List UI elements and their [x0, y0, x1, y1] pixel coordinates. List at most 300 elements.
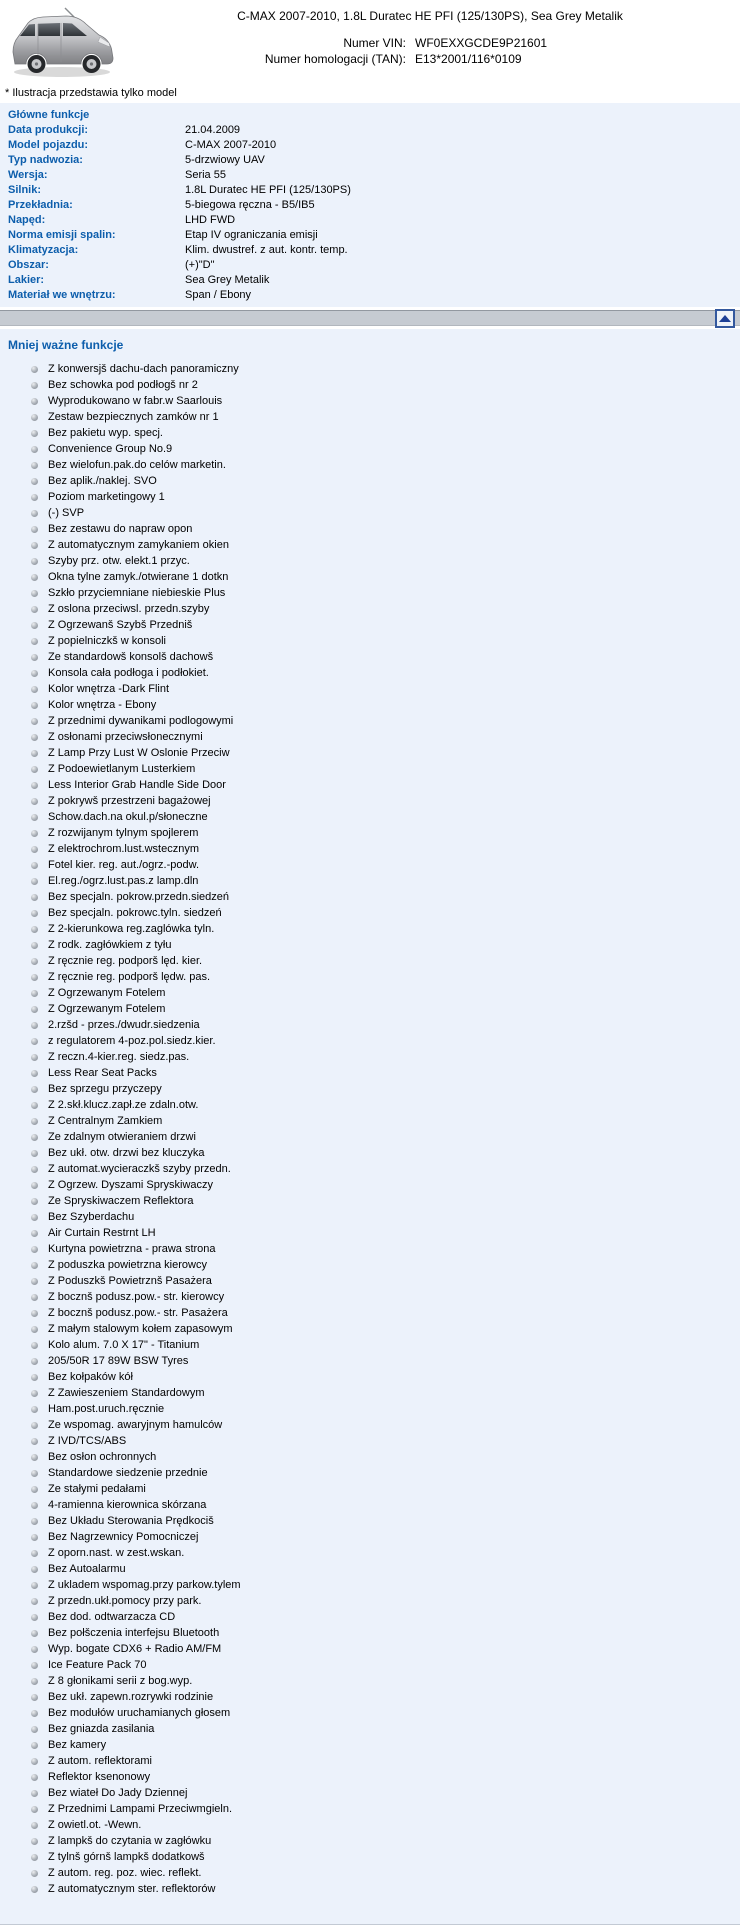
list-item-label: Kolor wnętrza -Dark Flint	[48, 683, 170, 695]
list-item-label: Ze standardowš konsolš dachowš	[48, 651, 214, 663]
bullet-icon	[31, 878, 38, 885]
list-item-label: Bez kołpaków kół	[48, 1371, 133, 1383]
list-item-label: Z Zawieszeniem Standardowym	[48, 1387, 205, 1399]
list-item	[0, 1465, 740, 1481]
table-row	[8, 183, 351, 198]
list-item	[0, 1193, 740, 1209]
list-item	[0, 905, 740, 921]
list-item	[0, 1545, 740, 1561]
list-item	[0, 745, 740, 761]
feature-value: 5-biegowa ręczna - B5/IB5	[185, 199, 315, 211]
main-features-title: Główne funkcje	[8, 109, 90, 121]
list-item-label: Z bocznš podusz.pow.- str. kierowcy	[48, 1291, 225, 1303]
list-item	[0, 761, 740, 777]
list-item	[0, 1321, 740, 1337]
list-item-label: Reflektor ksenonowy	[48, 1771, 151, 1783]
list-item	[0, 1849, 740, 1865]
minor-features-list	[0, 361, 740, 1897]
bullet-icon	[31, 1678, 38, 1685]
list-item-label: Bez schowka pod podłogš nr 2	[48, 379, 198, 391]
list-item	[0, 1625, 740, 1641]
list-item	[0, 1641, 740, 1657]
feature-label: Silnik:	[8, 184, 42, 196]
list-item-label: Konsola cała podłoga i podłokiet.	[48, 667, 209, 679]
feature-label: Model pojazdu:	[8, 139, 89, 151]
feature-value: Klim. dwustref. z aut. kontr. temp.	[185, 244, 348, 256]
feature-value: 1.8L Duratec HE PFI (125/130PS)	[185, 184, 351, 196]
list-item-label: (-) SVP	[48, 507, 85, 519]
bullet-icon	[31, 1662, 38, 1669]
bullet-icon	[31, 926, 38, 933]
table-row	[8, 198, 351, 213]
list-item	[0, 553, 740, 569]
list-item-label: Less Interior Grab Handle Side Door	[48, 779, 226, 791]
feature-label: Data produkcji:	[8, 124, 89, 136]
feature-value: Span / Ebony	[185, 289, 252, 301]
page-title: C-MAX 2007-2010, 1.8L Duratec HE PFI (125/130PS), Sea Grey Metalik	[237, 9, 623, 23]
list-item	[0, 1161, 740, 1177]
feature-value: C-MAX 2007-2010	[185, 139, 277, 151]
list-item	[0, 1209, 740, 1225]
list-item-label: Bez ukł. otw. drzwi bez kluczyka	[48, 1147, 205, 1159]
list-item	[0, 1241, 740, 1257]
list-item	[0, 489, 740, 505]
list-item	[0, 793, 740, 809]
list-item-label: Z Ogrzewanš Szybš Przedniš	[48, 619, 193, 631]
bullet-icon	[31, 974, 38, 981]
list-item-label: Z konwersjš dachu-dach panoramiczny	[48, 363, 239, 375]
list-item	[0, 1305, 740, 1321]
feature-value: Etap IV ograniczania emisji	[185, 229, 318, 241]
main-features-table	[8, 123, 351, 303]
minor-features-panel	[0, 329, 740, 1925]
image-disclaimer: * Ilustracja przedstawia tylko model	[5, 87, 177, 99]
list-item-label: Bez dod. odtwarzacza CD	[48, 1611, 176, 1623]
list-item	[0, 569, 740, 585]
tan-value: E13*2001/116*0109	[415, 52, 522, 66]
table-row	[8, 228, 351, 243]
bullet-icon	[31, 1454, 38, 1461]
bullet-icon	[31, 1134, 38, 1141]
list-item	[0, 1257, 740, 1273]
bullet-icon	[31, 1070, 38, 1077]
bullet-icon	[31, 846, 38, 853]
list-item	[0, 1401, 740, 1417]
list-item	[0, 1001, 740, 1017]
list-item-label: Z ręcznie reg. podporš lęd. kier.	[48, 955, 203, 967]
bullet-icon	[31, 1742, 38, 1749]
list-item	[0, 1529, 740, 1545]
bullet-icon	[31, 1262, 38, 1269]
list-item-label: El.reg./ogrz.lust.pas.z lamp.dln	[48, 875, 199, 887]
feature-value: LHD FWD	[185, 214, 236, 226]
bullet-icon	[31, 1518, 38, 1525]
list-item-label: Z automat.wycieraczkš szyby przedn.	[48, 1163, 231, 1175]
list-item-label: Z 2.skł.klucz.zapł.ze zdaln.otw.	[48, 1099, 199, 1111]
list-item	[0, 521, 740, 537]
list-item-label: Okna tylne zamyk./otwierane 1 dotkn	[48, 571, 229, 583]
vehicle-header	[0, 0, 740, 103]
bullet-icon	[31, 1710, 38, 1717]
bullet-icon	[31, 718, 38, 725]
section-divider-bar	[0, 310, 740, 326]
bullet-icon	[31, 462, 38, 469]
bullet-icon	[31, 1166, 38, 1173]
bullet-icon	[31, 766, 38, 773]
list-item-label: Ze stałymi pedałami	[48, 1483, 146, 1495]
bullet-icon	[31, 942, 38, 949]
list-item	[0, 697, 740, 713]
bullet-icon	[31, 542, 38, 549]
main-features-panel	[0, 103, 740, 307]
list-item	[0, 1065, 740, 1081]
list-item-label: Bez Układu Sterowania Prędkociš	[48, 1515, 214, 1527]
list-item	[0, 1609, 740, 1625]
bullet-icon	[31, 1150, 38, 1157]
bullet-icon	[31, 1374, 38, 1381]
list-item-label: Z lampkš do czytania w zagłówku	[48, 1835, 212, 1847]
list-item-label: Bez wiateł Do Jady Dziennej	[48, 1787, 188, 1799]
list-item	[0, 1433, 740, 1449]
list-item	[0, 1081, 740, 1097]
table-row	[8, 138, 351, 153]
list-item	[0, 1289, 740, 1305]
bullet-icon	[31, 1422, 38, 1429]
table-row	[8, 243, 351, 258]
list-item-label: Z Centralnym Zamkiem	[48, 1115, 163, 1127]
list-item	[0, 1753, 740, 1769]
list-item	[0, 1705, 740, 1721]
list-item-label: Z przednimi dywanikami podlogowymi	[48, 715, 234, 727]
list-item-label: Z elektrochrom.lust.wstecznym	[48, 843, 199, 855]
list-item-label: Z 2-kierunkowa reg.zaglówka tyln.	[48, 923, 215, 935]
list-item-label: Z reczn.4-kier.reg. siedz.pas.	[48, 1051, 190, 1063]
list-item	[0, 1385, 740, 1401]
list-item-label: Z automatycznym ster. reflektorów	[48, 1883, 216, 1895]
list-item	[0, 681, 740, 697]
list-item	[0, 857, 740, 873]
list-item-label: Bez modułów uruchamianych głosem	[48, 1707, 231, 1719]
feature-label: Przekładnia:	[8, 199, 73, 211]
list-item-label: Bez sprzegu przyczepy	[48, 1083, 162, 1095]
bullet-icon	[31, 1214, 38, 1221]
collapse-section-button[interactable]	[715, 309, 735, 328]
list-item	[0, 441, 740, 457]
list-item-label: Z oslona przeciwsl. przedn.szyby	[48, 603, 210, 615]
list-item	[0, 1177, 740, 1193]
list-item	[0, 505, 740, 521]
list-item	[0, 985, 740, 1001]
bullet-icon	[31, 1582, 38, 1589]
list-item	[0, 617, 740, 633]
list-item-label: 205/50R 17 89W BSW Tyres	[48, 1355, 189, 1367]
list-item	[0, 1881, 740, 1897]
bullet-icon	[31, 1022, 38, 1029]
feature-label: Typ nadwozia:	[8, 154, 83, 166]
bullet-icon	[31, 1118, 38, 1125]
list-item	[0, 1129, 740, 1145]
list-item-label: Ze Spryskiwaczem Reflektora	[48, 1195, 194, 1207]
bullet-icon	[31, 1406, 38, 1413]
bullet-icon	[31, 1294, 38, 1301]
list-item	[0, 601, 740, 617]
list-item-label: Bez zestawu do napraw opon	[48, 523, 193, 535]
list-item	[0, 1481, 740, 1497]
list-item-label: Z Lamp Przy Lust W Oslonie Przeciw	[48, 747, 230, 759]
list-item-label: Z 8 głonikami serii z bog.wyp.	[48, 1675, 193, 1687]
feature-value: (+)"D"	[185, 259, 215, 271]
list-item-label: Convenience Group No.9	[48, 443, 173, 455]
bullet-icon	[31, 910, 38, 917]
list-item-label: Less Rear Seat Packs	[48, 1067, 157, 1079]
list-item	[0, 1689, 740, 1705]
bullet-icon	[31, 1278, 38, 1285]
list-item	[0, 377, 740, 393]
bullet-icon	[31, 798, 38, 805]
list-item	[0, 1113, 740, 1129]
bullet-icon	[31, 686, 38, 693]
list-item-label: Standardowe siedzenie przednie	[48, 1467, 208, 1479]
list-item-label: Bez gniazda zasilania	[48, 1723, 155, 1735]
list-item-label: Z oporn.nast. w zest.wskan.	[48, 1547, 185, 1559]
bullet-icon	[31, 1310, 38, 1317]
list-item-label: Z automatycznym zamykaniem okien	[48, 539, 229, 551]
list-item	[0, 1865, 740, 1881]
list-item	[0, 1737, 740, 1753]
list-item	[0, 1769, 740, 1785]
bullet-icon	[31, 1854, 38, 1861]
bullet-icon	[31, 1342, 38, 1349]
list-item	[0, 1337, 740, 1353]
list-item-label: Bez Autoalarmu	[48, 1563, 126, 1575]
list-item-label: Ham.post.uruch.ręcznie	[48, 1403, 165, 1415]
list-item-label: Kolo alum. 7.0 X 17" - Titanium	[48, 1339, 200, 1351]
list-item	[0, 1497, 740, 1513]
list-item-label: Bez ukł. zapewn.rozrywki rodzinie	[48, 1691, 214, 1703]
list-item	[0, 1673, 740, 1689]
minor-features-title: Mniej ważne funkcje	[8, 338, 124, 352]
list-item-label: Z Ogrzew. Dyszami Spryskiwaczy	[48, 1179, 214, 1191]
bullet-icon	[31, 1838, 38, 1845]
list-item-label: Ze zdalnym otwieraniem drzwi	[48, 1131, 196, 1143]
bullet-icon	[31, 478, 38, 485]
list-item-label: Z owietl.ot. -Wewn.	[48, 1819, 142, 1831]
bullet-icon	[31, 1246, 38, 1253]
car-side-window	[38, 23, 60, 36]
bullet-icon	[31, 1326, 38, 1333]
bullet-icon	[31, 622, 38, 629]
list-item-label: Bez aplik./naklej. SVO	[48, 475, 157, 487]
list-item	[0, 1817, 740, 1833]
list-item-label: Bez specjaln. pokrow.przedn.siedzeń	[48, 891, 229, 903]
bullet-icon	[31, 414, 38, 421]
bullet-icon	[31, 1614, 38, 1621]
list-item	[0, 633, 740, 649]
bullet-icon	[31, 366, 38, 373]
list-item	[0, 1353, 740, 1369]
bullet-icon	[31, 654, 38, 661]
bullet-icon	[31, 894, 38, 901]
bullet-icon	[31, 430, 38, 437]
list-item-label: Zestaw bezpiecznych zamków nr 1	[48, 411, 219, 423]
bullet-icon	[31, 446, 38, 453]
list-item-label: 4-ramienna kierownica skórzana	[48, 1499, 207, 1511]
bullet-icon	[31, 638, 38, 645]
bullet-icon	[31, 1646, 38, 1653]
list-item-label: Z rozwijanym tylnym spojlerem	[48, 827, 199, 839]
feature-label: Wersja:	[8, 169, 48, 181]
bullet-icon	[31, 1198, 38, 1205]
list-item	[0, 361, 740, 377]
bullet-icon	[31, 1438, 38, 1445]
car-photo	[8, 6, 116, 82]
feature-label: Napęd:	[8, 214, 46, 226]
list-item-label: Z bocznš podusz.pow.- str. Pasażera	[48, 1307, 228, 1319]
bullet-icon	[31, 1486, 38, 1493]
bullet-icon	[31, 510, 38, 517]
list-item	[0, 585, 740, 601]
bullet-icon	[31, 1598, 38, 1605]
list-item	[0, 937, 740, 953]
list-item-label: Z Przednimi Lampami Przeciwmgieln.	[48, 1803, 232, 1815]
list-item-label: Fotel kier. reg. aut./ogrz.-podw.	[48, 859, 200, 871]
list-item	[0, 1513, 740, 1529]
list-item	[0, 889, 740, 905]
bullet-icon	[31, 734, 38, 741]
vehicle-id-table	[120, 36, 740, 68]
bullet-icon	[31, 1550, 38, 1557]
list-item	[0, 393, 740, 409]
list-item	[0, 409, 740, 425]
list-item-label: Bez Szyberdachu	[48, 1211, 135, 1223]
bullet-icon	[31, 1790, 38, 1797]
bullet-icon	[31, 670, 38, 677]
list-item-label: Z małym stalowym kołem zapasowym	[48, 1323, 233, 1335]
list-item	[0, 1097, 740, 1113]
list-item	[0, 473, 740, 489]
bullet-icon	[31, 862, 38, 869]
bullet-icon	[31, 398, 38, 405]
bullet-icon	[31, 1502, 38, 1509]
feature-label: Obszar:	[8, 259, 49, 271]
list-item	[0, 713, 740, 729]
bullet-icon	[31, 1038, 38, 1045]
list-item-label: Schow.dach.na okul.p/słoneczne	[48, 811, 208, 823]
list-item-label: Z ukladem wspomag.przy parkow.tylem	[48, 1579, 241, 1591]
feature-value: 5-drzwiowy UAV	[185, 154, 265, 166]
feature-label: Norma emisji spalin:	[8, 229, 116, 241]
feature-label: Lakier:	[8, 274, 45, 286]
list-item-label: Z IVD/TCS/ABS	[48, 1435, 127, 1447]
bullet-icon	[31, 1726, 38, 1733]
list-item-label: Ze wspomag. awaryjnym hamulców	[48, 1419, 223, 1431]
bullet-icon	[31, 702, 38, 709]
list-item-label: Wyprodukowano w fabr.w Saarlouis	[48, 395, 223, 407]
list-item-label: Z popielniczkš w konsoli	[48, 635, 166, 647]
bullet-icon	[31, 526, 38, 533]
feature-value: 21.04.2009	[185, 124, 241, 136]
list-item	[0, 1273, 740, 1289]
feature-label: Klimatyzacja:	[8, 244, 79, 256]
list-item-label: Bez wielofun.pak.do celów marketin.	[48, 459, 226, 471]
list-item	[0, 425, 740, 441]
list-item	[0, 1369, 740, 1385]
list-item	[0, 1449, 740, 1465]
bullet-icon	[31, 1102, 38, 1109]
list-item-label: Z ręcznie reg. podporš lędw. pas.	[48, 971, 211, 983]
list-item-label: Bez połšczenia interfejsu Bluetooth	[48, 1627, 220, 1639]
bullet-icon	[31, 1054, 38, 1061]
table-row	[8, 273, 351, 288]
bullet-icon	[31, 782, 38, 789]
list-item	[0, 665, 740, 681]
bullet-icon	[31, 1806, 38, 1813]
bullet-icon	[31, 494, 38, 501]
list-item	[0, 841, 740, 857]
list-item	[0, 537, 740, 553]
list-item-label: Z Ogrzewanym Fotelem	[48, 1003, 166, 1015]
bullet-icon	[31, 990, 38, 997]
bullet-icon	[31, 830, 38, 837]
feature-value: Sea Grey Metalik	[185, 274, 270, 286]
list-item-label: Z autom. reg. poz. wiec. reflekt.	[48, 1867, 202, 1879]
list-item-label: Z poduszka powietrzna kierowcy	[48, 1259, 207, 1271]
list-item-label: Poziom marketingowy 1	[48, 491, 165, 503]
vin-label: Numer VIN:	[343, 36, 406, 50]
list-item	[0, 1577, 740, 1593]
list-item-label: z regulatorem 4-poz.pol.siedz.kier.	[48, 1035, 216, 1047]
bullet-icon	[31, 814, 38, 821]
bullet-icon	[31, 1534, 38, 1541]
bullet-icon	[31, 382, 38, 389]
bullet-icon	[31, 1774, 38, 1781]
list-item	[0, 1721, 740, 1737]
bullet-icon	[31, 1630, 38, 1637]
list-item	[0, 1049, 740, 1065]
list-item	[0, 1561, 740, 1577]
bullet-icon	[31, 1006, 38, 1013]
bullet-icon	[31, 606, 38, 613]
list-item-label: Z Podoewietlanym Lusterkiem	[48, 763, 196, 775]
list-item	[0, 729, 740, 745]
bullet-icon	[31, 1358, 38, 1365]
table-row	[8, 168, 351, 183]
list-item-label: Bez Nagrzewnicy Pomocniczej	[48, 1531, 199, 1543]
list-item-label: Z rodk. zagłówkiem z tyłu	[48, 939, 172, 951]
bullet-icon	[31, 590, 38, 597]
table-row	[8, 258, 351, 273]
list-item-label: Z autom. reflektorami	[48, 1755, 152, 1767]
bullet-icon	[31, 574, 38, 581]
table-row	[8, 153, 351, 168]
list-item-label: Z Ogrzewanym Fotelem	[48, 987, 166, 999]
list-item	[0, 1145, 740, 1161]
feature-value: Seria 55	[185, 169, 226, 181]
list-item-label: Szkło przyciemniane niebieskie Plus	[48, 587, 226, 599]
bullet-icon	[31, 1758, 38, 1765]
list-item-label: Bez osłon ochronnych	[48, 1451, 157, 1463]
list-item	[0, 809, 740, 825]
list-item-label: Bez specjaln. pokrowc.tyln. siedzeń	[48, 907, 222, 919]
bullet-icon	[31, 1086, 38, 1093]
bullet-icon	[31, 1822, 38, 1829]
list-item-label: Wyp. bogate CDX6 + Radio AM/FM	[48, 1643, 222, 1655]
list-item-label: Bez pakietu wyp. specj.	[48, 427, 163, 439]
vin-value: WF0EXXGCDE9P21601	[415, 36, 548, 50]
list-item	[0, 1833, 740, 1849]
bullet-icon	[31, 1230, 38, 1237]
bullet-icon	[31, 1886, 38, 1893]
